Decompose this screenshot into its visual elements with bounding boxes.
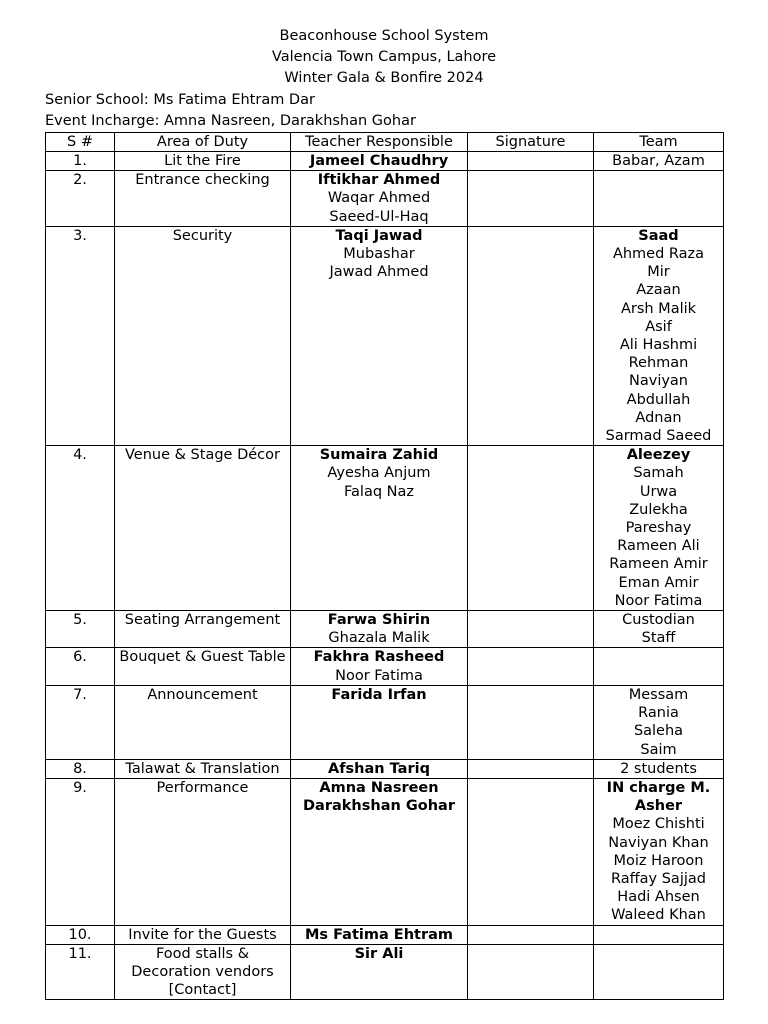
team-member-name: Rameen Ali bbox=[617, 538, 700, 555]
teacher-name: Afshan Tariq bbox=[328, 760, 430, 777]
team-members bbox=[594, 446, 724, 611]
table-row bbox=[46, 171, 724, 227]
teacher-name: Jameel Chaudhry bbox=[309, 153, 449, 169]
document-header bbox=[0, 26, 768, 89]
teacher-responsible bbox=[291, 152, 468, 171]
team-member-name: Saim bbox=[640, 741, 677, 758]
serial-number: 1. bbox=[46, 152, 115, 171]
teacher-name: Amna Nasreen bbox=[319, 779, 439, 796]
teacher-name: Waqar Ahmed bbox=[327, 190, 431, 207]
team-member-name: Moiz Haroon bbox=[613, 852, 704, 869]
duty-table-body bbox=[46, 152, 724, 1000]
team-member-name: Custodian bbox=[622, 612, 695, 629]
team-member-name: Raffay Sajjad bbox=[611, 870, 706, 887]
serial-number: 10. bbox=[46, 925, 115, 944]
teacher-name: Falaq Naz bbox=[344, 483, 414, 500]
event-title: Winter Gala & Bonfire 2024 bbox=[284, 70, 484, 86]
signature-cell bbox=[468, 925, 594, 944]
teacher-responsible bbox=[291, 171, 468, 227]
table-row bbox=[46, 648, 724, 685]
area-of-duty: Food stalls & Decoration vendors [Contact] bbox=[115, 944, 291, 1000]
teacher-name: Darakhshan Gohar bbox=[303, 798, 455, 815]
teacher-responsible bbox=[291, 611, 468, 648]
serial-number: 8. bbox=[46, 759, 115, 778]
team-member-name: Naviyan Khan bbox=[608, 834, 709, 851]
table-row bbox=[46, 152, 724, 171]
column-header-teacher: Teacher Responsible bbox=[291, 133, 468, 152]
teacher-responsible bbox=[291, 759, 468, 778]
duty-table bbox=[45, 132, 724, 1000]
team-member-name: Noor Fatima bbox=[614, 592, 703, 609]
signature-cell bbox=[468, 446, 594, 611]
team-member-name: Sarmad Saeed bbox=[605, 428, 712, 445]
teacher-name: Jawad Ahmed bbox=[329, 264, 429, 281]
area-of-duty: Lit the Fire bbox=[115, 152, 291, 171]
team-member-name: Samah bbox=[633, 465, 684, 482]
serial-number: 6. bbox=[46, 648, 115, 685]
area-of-duty: Talawat & Translation bbox=[115, 759, 291, 778]
team-member-name: Waleed Khan bbox=[611, 907, 706, 924]
teacher-name: Saeed-Ul-Haq bbox=[329, 208, 429, 225]
teacher-responsible bbox=[291, 685, 468, 759]
column-header-area: Area of Duty bbox=[115, 133, 291, 152]
team-member-name: IN charge M. Asher bbox=[606, 779, 711, 815]
table-row bbox=[46, 944, 724, 1000]
teacher-responsible bbox=[291, 925, 468, 944]
serial-number: 7. bbox=[46, 685, 115, 759]
team-member-name: Ahmed Raza bbox=[612, 246, 705, 263]
teacher-responsible bbox=[291, 226, 468, 445]
table-row bbox=[46, 446, 724, 611]
teacher-name: Noor Fatima bbox=[335, 667, 423, 684]
event-meta bbox=[45, 90, 416, 132]
column-header-sno: S # bbox=[46, 133, 115, 152]
serial-number: 3. bbox=[46, 226, 115, 445]
serial-number: 2. bbox=[46, 171, 115, 227]
team-members bbox=[594, 171, 724, 227]
teacher-name: Taqi Jawad bbox=[335, 227, 423, 244]
table-row bbox=[46, 759, 724, 778]
team-member-name: Messam bbox=[628, 686, 689, 703]
team-member-name: 2 students bbox=[620, 760, 697, 777]
area-of-duty: Seating Arrangement bbox=[115, 611, 291, 648]
signature-cell bbox=[468, 778, 594, 925]
team-members bbox=[594, 759, 724, 778]
team-member-name: Hadi Ahsen bbox=[617, 889, 700, 906]
teacher-name: Ayesha Anjum bbox=[327, 465, 431, 482]
table-row bbox=[46, 778, 724, 925]
table-header-row bbox=[46, 133, 724, 152]
signature-cell bbox=[468, 648, 594, 685]
teacher-responsible bbox=[291, 778, 468, 925]
teacher-responsible bbox=[291, 446, 468, 611]
team-members bbox=[594, 152, 724, 171]
team-member-name: Naviyan bbox=[629, 373, 688, 390]
table-row bbox=[46, 685, 724, 759]
teacher-name: Ms Fatima Ehtram bbox=[305, 926, 453, 943]
team-member-name: Asif bbox=[645, 318, 672, 335]
team-member-name: Pareshay bbox=[625, 520, 692, 537]
teacher-responsible bbox=[291, 648, 468, 685]
team-members bbox=[594, 226, 724, 445]
teacher-name: Mubashar bbox=[343, 246, 415, 263]
team-member-name: Moez Chishti bbox=[612, 816, 705, 833]
column-header-signature: Signature bbox=[468, 133, 594, 152]
team-members bbox=[594, 611, 724, 648]
table-row bbox=[46, 925, 724, 944]
team-members bbox=[594, 648, 724, 685]
teacher-name: Farida Irfan bbox=[331, 686, 427, 703]
team-member-name: Rameen Amir bbox=[609, 556, 708, 573]
signature-cell bbox=[468, 944, 594, 1000]
team-member-name: Aleezey bbox=[626, 447, 691, 464]
teacher-name: Sumaira Zahid bbox=[319, 447, 439, 464]
table-row bbox=[46, 611, 724, 648]
area-of-duty: Security bbox=[115, 226, 291, 445]
team-member-name: Rania bbox=[638, 705, 679, 722]
team-member-name: Urwa bbox=[639, 483, 678, 500]
team-members bbox=[594, 944, 724, 1000]
event-incharge-line: Event Incharge: Amna Nasreen, Darakhshan Gohar bbox=[45, 113, 416, 129]
senior-school-line: Senior School: Ms Fatima Ehtram Dar bbox=[45, 92, 315, 108]
team-member-name: Staff bbox=[641, 630, 676, 647]
area-of-duty: Bouquet & Guest Table bbox=[115, 648, 291, 685]
team-members bbox=[594, 778, 724, 925]
team-members bbox=[594, 685, 724, 759]
teacher-name: Farwa Shirin bbox=[327, 612, 431, 629]
team-member-name: Ali Hashmi bbox=[619, 337, 698, 354]
signature-cell bbox=[468, 611, 594, 648]
area-of-duty: Venue & Stage Décor bbox=[115, 446, 291, 611]
team-member-name: Rehman bbox=[628, 355, 689, 372]
teacher-responsible bbox=[291, 944, 468, 1000]
school-name: Beaconhouse School System bbox=[279, 28, 489, 44]
serial-number: 11. bbox=[46, 944, 115, 1000]
teacher-name: Iftikhar Ahmed bbox=[317, 172, 441, 189]
signature-cell bbox=[468, 759, 594, 778]
signature-cell bbox=[468, 171, 594, 227]
team-members bbox=[594, 925, 724, 944]
signature-cell bbox=[468, 685, 594, 759]
serial-number: 9. bbox=[46, 778, 115, 925]
column-header-team: Team bbox=[594, 133, 724, 152]
serial-number: 4. bbox=[46, 446, 115, 611]
team-member-name: Arsh Malik bbox=[620, 300, 697, 317]
teacher-name: Ghazala Malik bbox=[328, 630, 430, 647]
area-of-duty: Invite for the Guests bbox=[115, 925, 291, 944]
team-member-name: Saleha bbox=[633, 723, 684, 740]
teacher-name: Sir Ali bbox=[354, 945, 404, 962]
team-member-name: Zulekha bbox=[629, 501, 688, 518]
signature-cell bbox=[468, 226, 594, 445]
area-of-duty: Entrance checking bbox=[115, 171, 291, 227]
team-member-name: Babar, Azam bbox=[612, 153, 705, 169]
serial-number: 5. bbox=[46, 611, 115, 648]
area-of-duty: Performance bbox=[115, 778, 291, 925]
team-member-name: Adnan bbox=[635, 409, 682, 426]
table-row bbox=[46, 226, 724, 445]
teacher-name: Fakhra Rasheed bbox=[313, 649, 445, 666]
team-member-name: Saad bbox=[638, 227, 679, 244]
signature-cell bbox=[468, 152, 594, 171]
team-member-name: Eman Amir bbox=[618, 574, 699, 591]
campus-name: Valencia Town Campus, Lahore bbox=[271, 49, 497, 65]
team-member-name: Azaan bbox=[636, 282, 681, 299]
area-of-duty: Announcement bbox=[115, 685, 291, 759]
team-member-name: Abdullah bbox=[626, 391, 691, 408]
team-member-name: Mir bbox=[647, 264, 670, 281]
